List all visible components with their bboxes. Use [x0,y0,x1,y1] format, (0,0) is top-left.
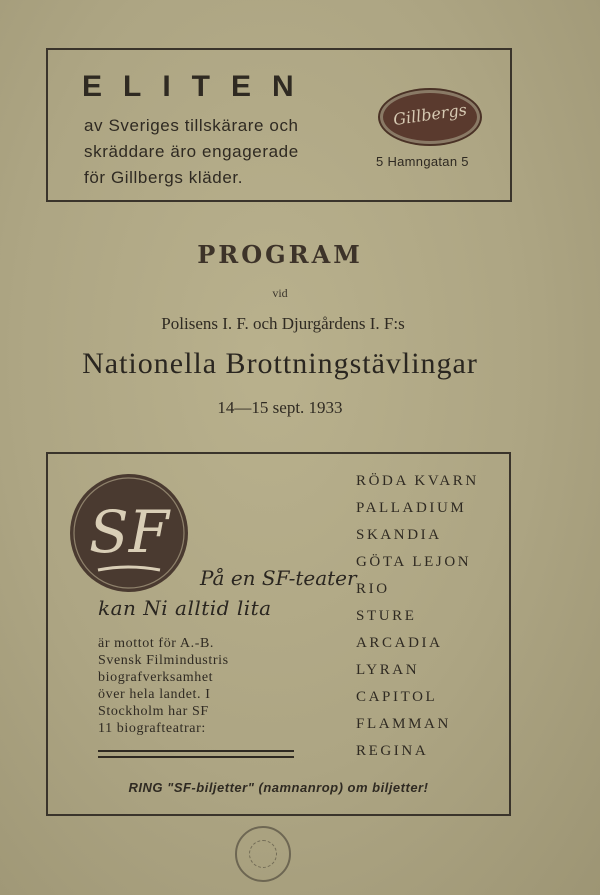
gillbergs-address: 5 Hamngatan 5 [376,154,469,169]
ad-headline: ELITEN [82,70,315,103]
ad-line-2: skräddare äro engagerade [84,142,299,161]
sf-motto-line-1: är mottot för A.-B. [98,636,214,651]
event-dates: 14—15 sept. 1933 [217,398,343,417]
theater-item: REGINA [356,743,429,759]
sf-slogan-line-1: På en SF-teater [200,566,357,590]
theater-item: GÖTA LEJON [356,554,472,570]
theater-item: LYRAN [356,662,420,678]
gillbergs-advertisement [46,48,512,202]
program-organizers: Polisens I. F. och Djurgårdens I. F:s [161,314,405,333]
sf-advertisement [46,452,511,816]
event-title: Nationella Brottningstävlingar [82,347,478,380]
sf-motto-line-5: Stockholm har SF [98,704,209,719]
ticket-call-footer: RING "SF-biljetter" (namnanrop) om biljetter! [128,780,429,795]
sf-motto-line-6: 11 biografteatrar: [98,721,206,736]
program-title: PROGRAM [197,240,363,269]
library-stamp-icon [235,826,291,882]
ad-line-3: för Gillbergs kläder. [84,168,244,187]
sf-motto-line-4: över hela landet. I [98,687,211,702]
theater-item: PALLADIUM [356,500,467,516]
divider-rule-1 [98,750,294,752]
theater-item: SKANDIA [356,527,442,543]
sf-motto-line-2: Svensk Filmindustris [98,653,229,668]
sf-logo-text: SF [89,498,169,566]
gillbergs-logo-text: Gillbergs [392,99,468,130]
theater-item: RIO [356,581,390,597]
sf-motto-line-3: biografverksamhet [98,670,214,685]
sf-slogan-line-2: kan Ni alltid lita [98,596,272,620]
program-preposition: vid [272,286,288,300]
gillbergs-logo [380,90,480,144]
theater-item: CAPITOL [356,689,438,705]
theater-item: STURE [356,608,417,624]
stamp-inner-ring [249,840,277,868]
ad-line-1: av Sveriges tillskärare och [84,116,299,135]
sf-logo-icon [68,472,190,594]
theater-item: FLAMMAN [356,716,451,732]
theater-item: RÖDA KVARN [356,473,479,489]
theater-list [356,468,479,765]
divider-rule-2 [98,756,294,758]
theater-item: ARCADIA [356,635,443,651]
